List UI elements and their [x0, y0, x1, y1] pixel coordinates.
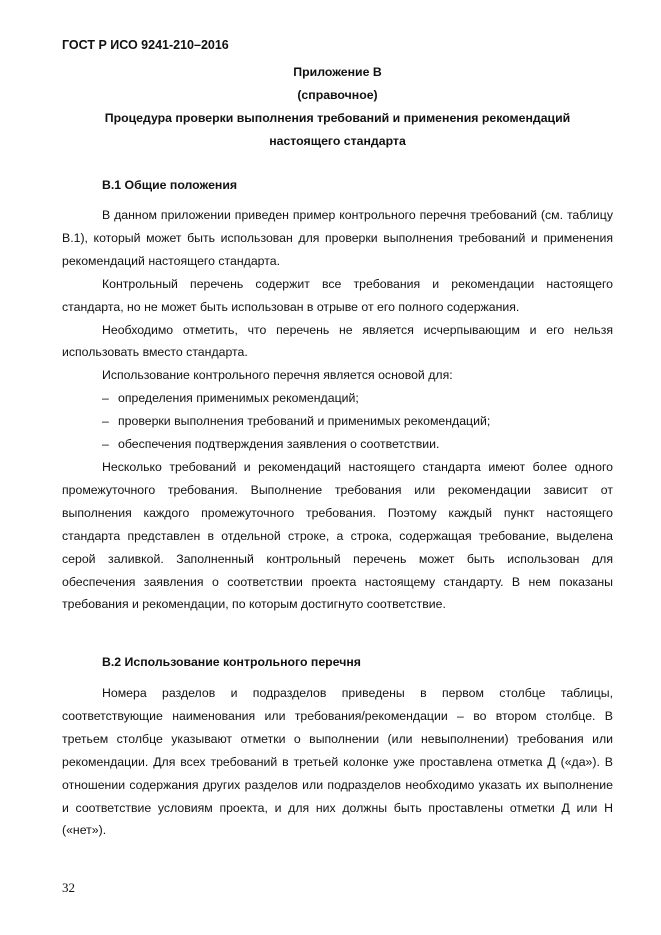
list-item-text: проверки выполнения требований и применимых рекомендаций;: [118, 414, 491, 429]
section-b1-heading: В.1 Общие положения: [102, 178, 238, 192]
page-number: 32: [62, 880, 75, 895]
paragraph: Использование контрольного перечня является основой для:: [102, 368, 453, 383]
list-item: [62, 433, 613, 456]
list-item-text: определения применимых рекомендаций;: [118, 391, 359, 406]
list-item: [62, 410, 613, 433]
appendix-title: Приложение В: [293, 65, 382, 79]
document-header: ГОСТ Р ИСО 9241-210–2016: [62, 38, 229, 52]
list-dash: –: [102, 414, 109, 429]
list-dash: –: [102, 391, 109, 406]
list-item-text: обеспечения подтверждения заявления о соответствии.: [118, 437, 440, 452]
paragraph: Несколько требований и рекомендаций настоящего стандарта имеют более одного промежуточного требования. Выполнение требования или рекомендации зависит от выполнения каждого промежуточного требования. Поэтому каждый пункт настоящего стандарта представлен в отдельной строке, а строка, содержащая требование, выделена серой заливкой. Заполненный контрольный перечень может быть использован для обеспечения заявления о соответствии проекта настоящему стандарту. В нем показаны требования и рекомендации, по которым достигнуто соответствие.: [62, 459, 613, 612]
paragraph: Номера разделов и подразделов приведены в первом столбце таблицы, соответствующие наименования или требования/рекомендации – во втором столбце. В третьем столбце указывают отметки о выполнении (или невыполнении) требования или рекомендации. Для всех требований в третьей колонке уже проставлена отметка Д («да»). В отношении содержания других разделов или подразделов необходимо указать их выполнение и соответствие условиям проекта, и для них должны быть проставлены отметки Д или Н («нет»).: [62, 686, 613, 838]
section-b2-body: [62, 682, 613, 842]
appendix-heading-line2: настоящего стандарта: [269, 134, 406, 148]
list-item: [62, 387, 613, 410]
section-b1-body: [62, 204, 613, 616]
paragraph: Необходимо отметить, что перечень не является исчерпывающим и его нельзя использовать вместо стандарта.: [62, 322, 613, 360]
purpose-list: [62, 387, 613, 456]
paragraph: В данном приложении приведен пример контрольного перечня требований (см. таблицу В.1), который может быть использован для проверки выполнения требований и применения рекомендаций настоящего стандарта.: [62, 208, 613, 268]
section-b2-heading: В.2 Использование контрольного перечня: [102, 655, 361, 669]
appendix-subtitle: (справочное): [297, 88, 378, 102]
paragraph: Контрольный перечень содержит все требования и рекомендации настоящего стандарта, но не может быть использован в отрыве от его полного содержания.: [62, 276, 613, 314]
list-dash: –: [102, 437, 109, 452]
appendix-heading-line1: Процедура проверки выполнения требований и применения рекомендаций: [104, 111, 571, 125]
